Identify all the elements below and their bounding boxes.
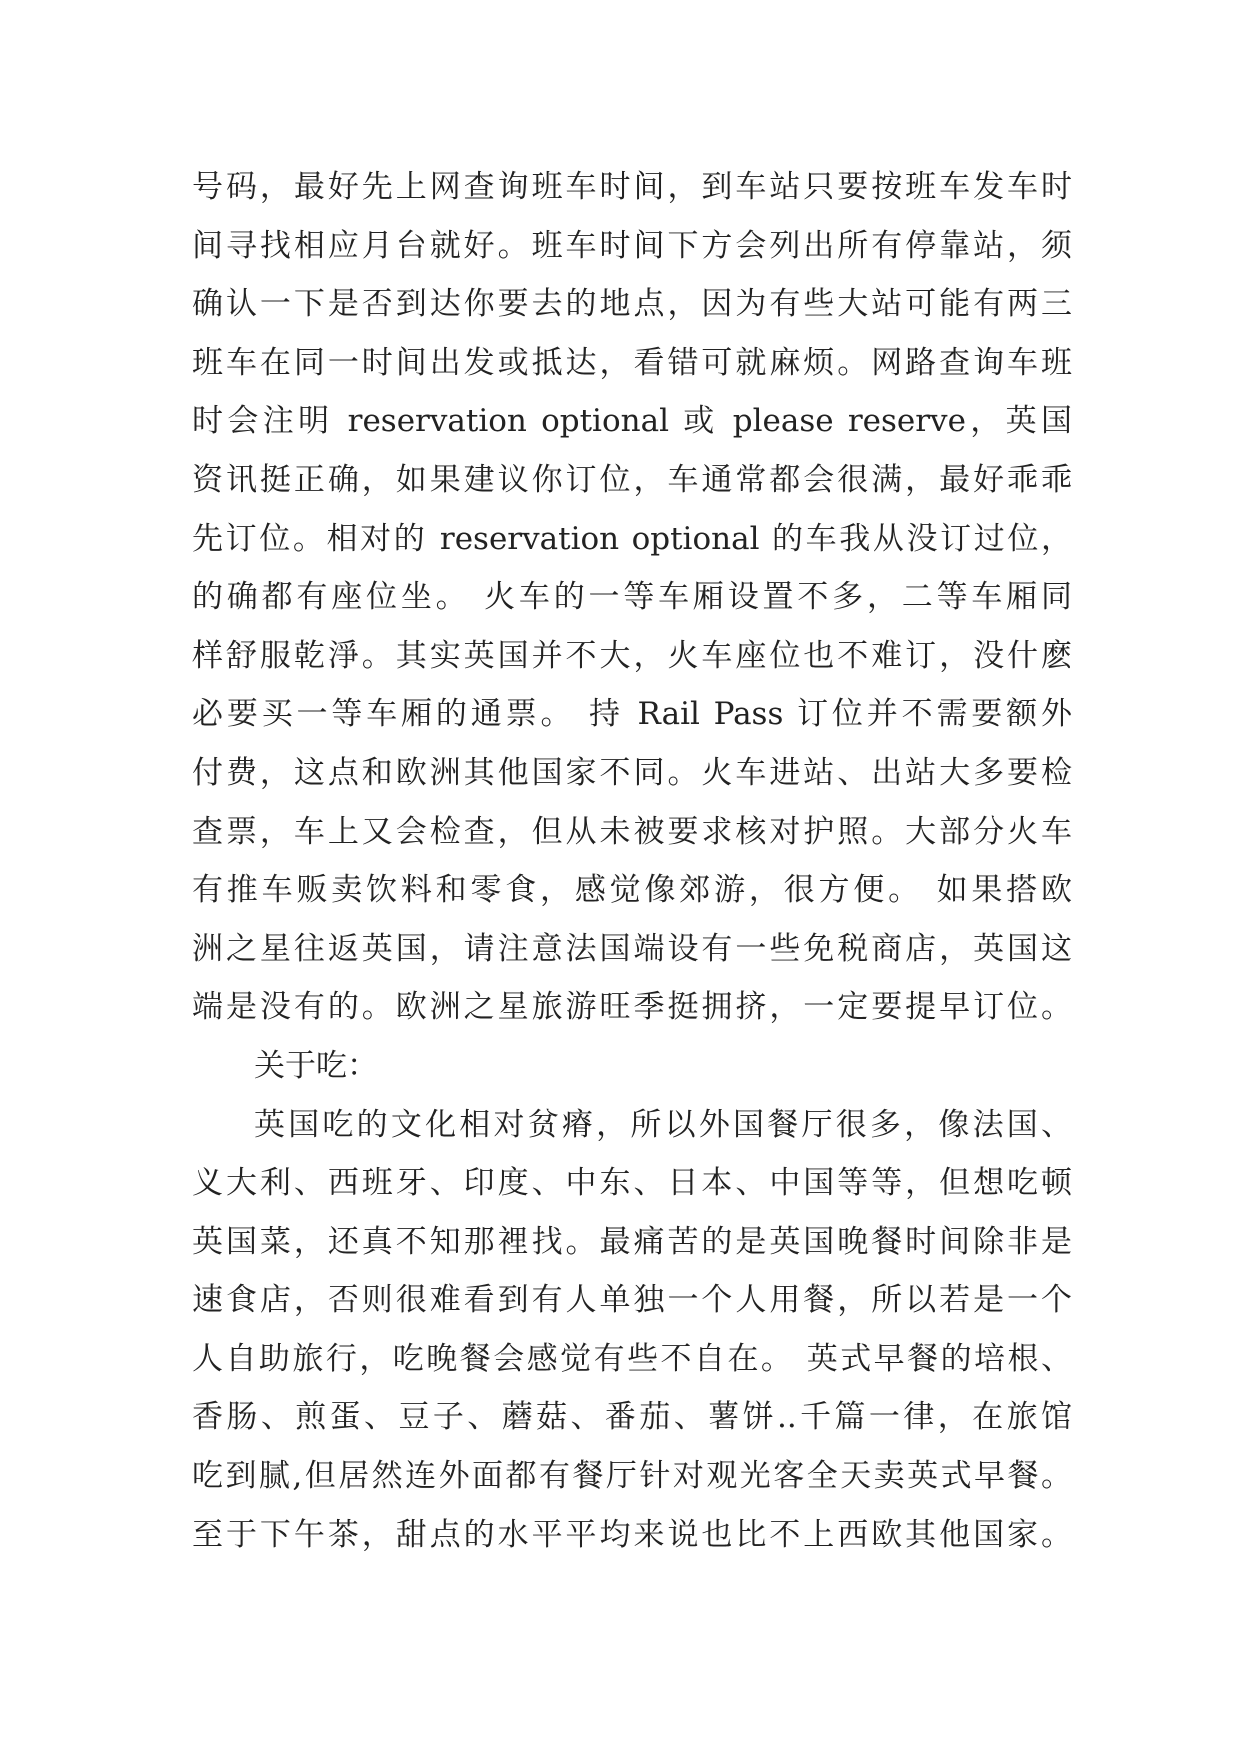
text-line: 时会注明 reservation optional 或 please reserve，英国 [192,403,1072,440]
text-line: 号码，最好先上网查询班车时间，到车站只要按班车发车时 [192,169,1072,205]
text-line: 先订位。相对的 reservation optional 的车我从没订过位， [192,520,1072,557]
text-line: 资讯挺正确，如果建议你订位，车通常都会很满，最好乖乖 [192,461,1072,498]
text-line: 至于下午茶，甜点的水平平均来说也比不上西欧其他国家。 [192,1516,1072,1553]
text-line: 关于吃： [254,1047,378,1084]
text-line: 速食店，否则很难看到有人单独一个人用餐，所以若是一个 [192,1282,1072,1319]
text-line: 洲之星往返英国，请注意法国端设有一些免税商店，英国这 [192,930,1072,967]
text-line: 必要买一等车厢的通票。 持 Rail Pass 订位并不需要额外 [192,696,1072,733]
text-line: 英国菜，还真不知那裡找。最痛苦的是英国晚餐时间除非是 [192,1223,1072,1260]
text-line: 有推车贩卖饮料和零食，感觉像郊游，很方便。 如果搭欧 [192,872,1072,909]
text-line: 的确都有座位坐。 火车的一等车厢设置不多，二等车厢同 [192,579,1072,616]
body-text [192,158,1072,1564]
text-line: 间寻找相应月台就好。班车时间下方会列出所有停靠站，须 [192,227,1072,264]
text-line: 义大利、西班牙、印度、中东、日本、中国等等，但想吃顿 [192,1165,1072,1202]
text-line: 样舒服乾淨。其实英国并不大，火车座位也不难订，没什麽 [192,637,1072,674]
text-line: 查票，车上又会检查，但从未被要求核对护照。大部分火车 [192,813,1072,850]
text-line: 人自助旅行，吃晚餐会感觉有些不自在。 英式早餐的培根、 [192,1340,1072,1377]
text-line: 付费，这点和欧洲其他国家不同。火车进站、出站大多要检 [192,754,1072,791]
text-line: 确认一下是否到达你要去的地点，因为有些大站可能有两三 [192,286,1072,323]
text-line: 英国吃的文化相对贫瘠，所以外国餐厅很多，像法国、 [254,1106,1072,1143]
text-line: 吃到腻,但居然连外面都有餐厅针对观光客全天卖英式早餐。 [192,1458,1072,1495]
text-line: 端是没有的。欧洲之星旅游旺季挺拥挤，一定要提早订位。 [192,989,1072,1026]
text-line: 班车在同一时间出发或抵达，看错可就麻烦。网路查询车班 [192,344,1072,381]
text-line: 香肠、煎蛋、豆子、蘑菇、番茄、薯饼..千篇一律，在旅馆 [192,1399,1072,1436]
